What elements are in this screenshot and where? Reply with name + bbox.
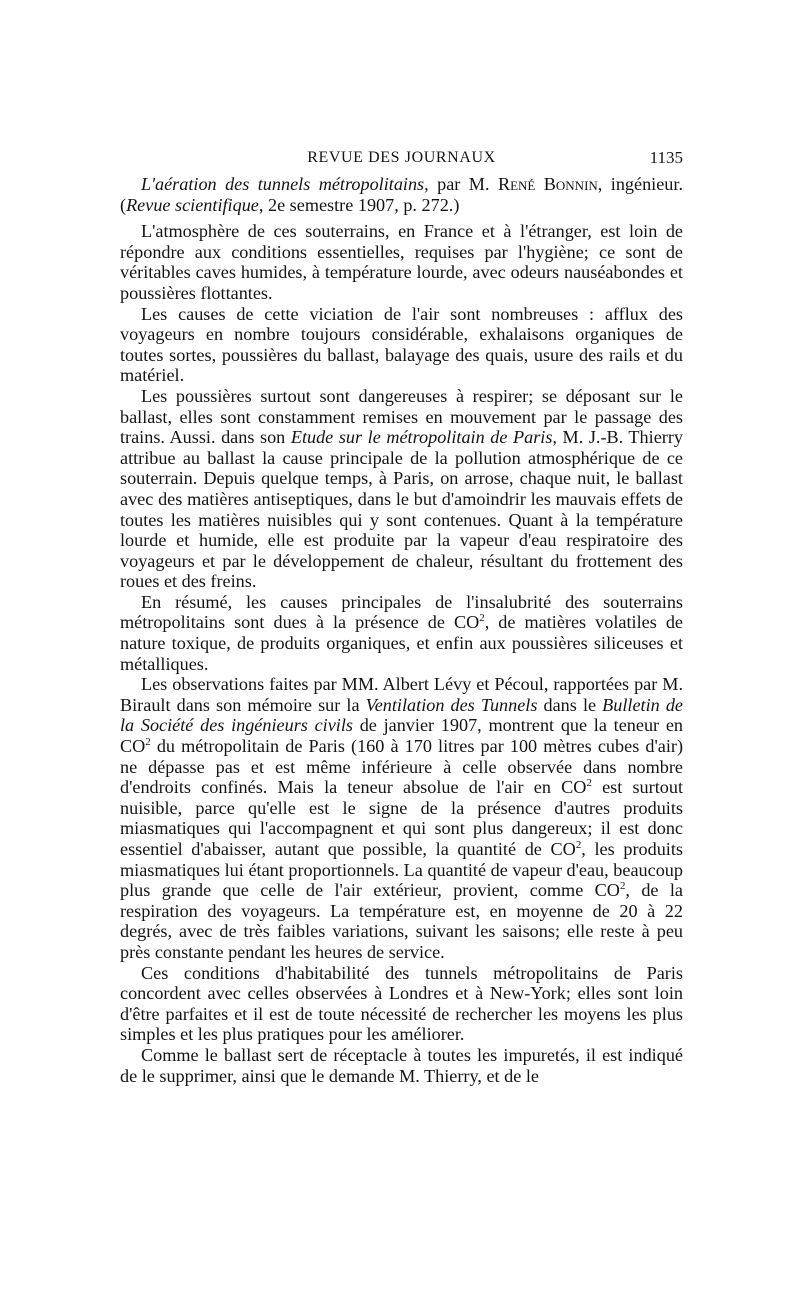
article-citation	[120, 174, 683, 215]
paragraph-5-text-i: est surtout nuisible, parce qu'elle est le signe de la présence d'autres produits miasmatiques qui l'accompagnent et qui sont plus dangereux; il est donc essentiel d'abaisser, autant que possible, la quantité de CO	[120, 777, 683, 859]
co2-subscript: 2	[586, 777, 592, 790]
source-title: Revue scientifique	[126, 194, 259, 215]
author-prefix: par M.	[428, 174, 498, 194]
co2-subscript: 2	[145, 735, 151, 748]
paragraph-4-text-a: En résumé, les causes principales de l'insalubrité des souterrains métropolitains sont dues à la présence de CO	[120, 591, 683, 633]
author-suffix: , ingénieur. (	[120, 174, 684, 215]
paragraph-3-italic: Etude sur le métropolitain de Paris,	[290, 427, 557, 448]
paragraph-5-text-c: dans le	[537, 694, 603, 715]
co2-subscript: 2	[619, 880, 626, 893]
paragraph-4	[120, 592, 683, 674]
paragraph-5-text-m: , de la respiration des voyageurs. La température est, en moyenne de 20 à 22 degrés, avec de très faibles variations, suivant les saisons; elle reste à peu près constante pendant les heures de service.	[120, 880, 683, 962]
page-header	[120, 148, 683, 174]
paragraph-1: L'atmosphère de ces souterrains, en France et à l'étranger, est loin de répondre aux conditions essentielles, requises par l'hygiène; ce sont de véritables caves humides, à température lourde, avec odeurs nauséabondes et poussières flottantes.	[120, 221, 683, 303]
paragraph-2: Les causes de cette viciation de l'air sont nombreuses : afflux des voyageurs en nombre toujours considérable, exhalaisons organiques de toutes sortes, poussières du ballast, balayage des quais, usure des rails et du matériel.	[120, 303, 683, 386]
page-number: 1135	[649, 148, 683, 167]
source-details: , 2e semestre 1907, p. 272.)	[258, 194, 460, 215]
paragraph-7: Comme le ballast sert de réceptacle à toutes les impuretés, il est indiqué de le supprimer, ainsi que le demande M. Thierry, et de le	[120, 1044, 683, 1086]
co2-subscript: 2	[575, 838, 582, 851]
journal-page	[120, 148, 683, 1086]
paragraph-4-text-b: , de matières volatiles de nature toxique, de produits organiques, et enfin aux poussières siliceuses et métalliques.	[120, 612, 683, 674]
paragraph-5-italic-bulletin: Bulletin de la Société des ingénieurs civils	[120, 694, 683, 736]
paragraph-3-text-a: Les poussières surtout sont dangereuses à respirer; se déposant sur le ballast, elles sont constamment remises en mouvement par le passage des trains. Aussi. dans son	[120, 385, 683, 448]
paragraph-5-italic-ventilation: Ventilation des Tunnels	[365, 694, 538, 715]
paragraph-5-text-e: de janvier 1907, montrent que la teneur en CO	[120, 715, 683, 757]
article-title: L'aération des tunnels métropolitains,	[141, 174, 429, 194]
paragraph-3-text-c: M. J.-B. Thierry attribue au ballast la cause principale de la pollution atmosphérique de ce souterrain. Depuis quelque temps, à Paris, on arrose, chaque nuit, le ballast avec des matières antiseptiques, dans le but d'amoindrir les mauvais effets de toutes les matières nuisibles qui y sont contenues. Quant à la température lourde et humide, elle est produite par la vapeur d'eau respiratoire des voyageurs et par le développement de chaleur, résultant du frottement des roues et des freins.	[120, 427, 683, 592]
paragraph-5-text-a: Les observations faites par MM. Albert Lévy et Pécoul, rapportées par M. Birault dans son mémoire sur la	[120, 674, 683, 715]
paragraph-3	[120, 386, 683, 592]
co2-subscript: 2	[479, 612, 485, 625]
paragraph-5-text-g: du métropolitain de Paris (160 à 170 litres par 100 mètres cubes d'air) ne dépasse pas et est même inférieure à celle observée dans nombre d'endroits confinés. Mais la teneur absolue de l'air en CO	[120, 736, 683, 798]
paragraph-5-text-k: , les produits miasmatiques lui étant proportionnels. La quantité de vapeur d'eau, beaucoup plus grande que celle de l'air extérieur, provient, comme CO	[120, 839, 683, 901]
paragraph-5	[120, 674, 683, 962]
paragraph-6: Ces conditions d'habitabilité des tunnels métropolitains de Paris concordent avec celles observées à Londres et à New-York; elles sont loin d'être parfaites et il est de toute nécessité de rechercher les moyens les plus simples et les plus pratiques pour les améliorer.	[120, 962, 683, 1045]
running-title: REVUE DES JOURNAUX	[307, 149, 496, 166]
author-name: René Bonnin	[497, 174, 598, 194]
